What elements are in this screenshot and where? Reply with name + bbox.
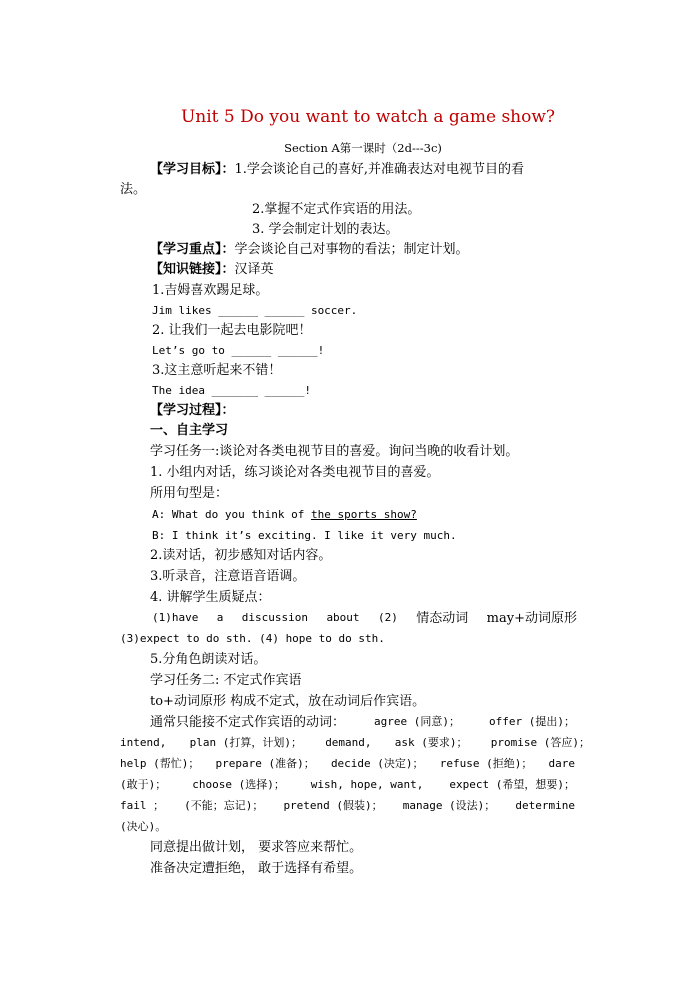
verb-item: 通常只能接不定式作宾语的动词： [150, 715, 346, 730]
keypoints-text: 学会谈论自己对事物的看法；制定计划。 [234, 242, 469, 257]
verbs-line-4 [120, 779, 575, 790]
verb-item: refuse (拒绝)； [439, 757, 533, 770]
objective-1: 1.学会谈论自己的喜好,并准确表达对电视节目的看 [234, 162, 525, 177]
verb-item: (不能；忘记)； [184, 799, 264, 812]
qp-word: discussion [241, 611, 309, 624]
verb-item: offer (提出)； [489, 715, 575, 728]
translate-q1: 1.吉姆喜欢踢足球。 [152, 283, 269, 298]
rhyme-line-2: 准备决定遭拒绝， 敢于选择有希望。 [150, 861, 363, 876]
translate-a2: Let’s go to ______ ______! [152, 344, 325, 357]
rhyme-line-1: 同意提出做计划， 要求答应来帮忙。 [150, 840, 363, 855]
verb-item: fail ； [120, 799, 165, 812]
task1-step4: 4. 讲解学生质疑点： [150, 590, 271, 605]
objectives-label: 【学习目标】： [150, 162, 235, 177]
verb-item: intend, [120, 736, 167, 749]
translate-a3: The idea _______ ______! [152, 384, 311, 397]
task1-step1: 1. 小组内对话，练习谈论对各类电视节目的喜爱。 [150, 465, 440, 480]
task1-step3: 3.听录音，注意语音语调。 [150, 569, 306, 584]
task2-title: 学习任务二: 不定式作宾语 [150, 673, 302, 688]
qp-word: a [216, 611, 224, 624]
verb-item: agree (同意)； [374, 715, 460, 728]
verb-item: wish, hope, want, [310, 778, 424, 791]
verbs-line-5 [120, 800, 575, 811]
link-text: 汉译英 [234, 262, 274, 277]
verb-item: (敢于)； [120, 778, 167, 791]
objective-3: 3. 学会制定计划的表达。 [252, 222, 399, 237]
qp-word: (1)have [152, 611, 199, 624]
question-points-line1 [152, 612, 577, 625]
verb-item: demand, [325, 736, 372, 749]
link-label: 【知识链接】： [150, 262, 235, 277]
verb-item: decide (决定)； [330, 757, 424, 770]
qp-word: may+动词原形 [486, 611, 577, 626]
qp-word: 情态动词 [416, 611, 469, 626]
task1-pattern: 所用句型是： [150, 486, 229, 501]
translate-a1: Jim likes ______ ______ soccer. [152, 304, 358, 317]
page-subtitle: Section A第一课时（2d---3c) [284, 141, 442, 155]
translate-q2: 2. 让我们一起去电影院吧！ [152, 323, 312, 338]
task1-step5: 5.分角色朗读对话。 [150, 652, 267, 667]
objective-1-cont: 法。 [120, 182, 147, 197]
verb-item: prepare (准备)； [215, 757, 315, 770]
qp-word: about [326, 611, 360, 624]
objectives-line [150, 163, 524, 176]
dialog-line-a-text: A: What do you think of [152, 508, 311, 521]
verb-item: ask (要求)； [394, 736, 468, 749]
verb-item: manage (设法)； [402, 799, 496, 812]
keypoints-label: 【学习重点】： [150, 242, 235, 257]
dialog-line-a-underlined: the sports show? [310, 508, 417, 521]
page-title: Unit 5 Do you want to watch a game show? [180, 107, 556, 127]
verb-item: plan (打算，计划)； [189, 736, 302, 749]
verb-item: pretend (假装)； [283, 799, 383, 812]
section-1-heading: 一、自主学习 [150, 423, 229, 438]
verb-item: choose (选择)； [192, 778, 285, 791]
link-line [150, 263, 274, 276]
objective-2: 2.掌握不定式作宾语的用法。 [252, 202, 421, 217]
translate-q3: 3.这主意听起来不错！ [152, 363, 282, 378]
verb-item: help (帮忙)； [120, 757, 200, 770]
dialog-line-a [152, 509, 417, 520]
task2-definition: to+动词原形 构成不定式，放在动词后作宾语。 [150, 694, 426, 709]
verbs-line-6: (决心)。 [120, 820, 167, 833]
keypoints-line [150, 243, 469, 256]
task1-title: 学习任务一:谈论对各类电视节目的喜爱。询问当晚的收看计划。 [150, 444, 519, 459]
question-points-line2: (3)expect to do sth. (4) hope to do sth. [120, 632, 385, 645]
task1-step2: 2.读对话，初步感知对话内容。 [150, 548, 332, 563]
verb-item: promise (答应)； [490, 736, 590, 749]
verb-item: dare [548, 757, 575, 770]
dialog-line-b: B: I think it’s exciting. I like it very much. [152, 529, 457, 542]
qp-word: (2) [377, 611, 398, 624]
verbs-line-1 [150, 716, 575, 729]
verb-item: determine [515, 799, 575, 812]
process-label: 【学习过程】： [150, 403, 235, 418]
verbs-line-3 [120, 758, 575, 769]
verb-item: expect (希望，想要)； [449, 778, 575, 791]
verbs-line-2 [120, 737, 590, 748]
